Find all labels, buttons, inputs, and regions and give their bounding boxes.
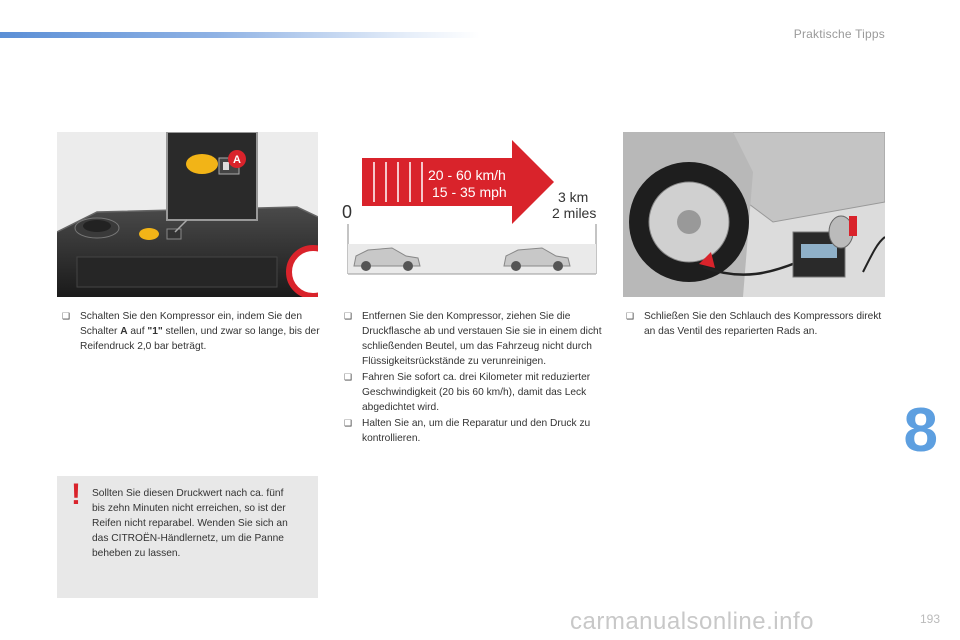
compressor-switch-illustration (57, 132, 318, 297)
distance-miles-label: 2 miles (552, 205, 597, 221)
warning-box (57, 476, 318, 598)
warning-icon: ! (71, 478, 81, 511)
watermark: carmanualsonline.info (570, 608, 814, 635)
step-column-2 (344, 309, 604, 447)
list-item (62, 309, 322, 354)
warning-text: Sollten Sie diesen Druckwert nach ca. fünf bis zehn Minuten nicht erreichen, so ist der Reifen nicht reparabel. Wenden Sie sich an das CITROËN-Händlernetz, um die Panne beheben zu lassen. (92, 488, 288, 559)
checkbox-bullet-icon: ❑ (344, 311, 353, 321)
list-item (626, 309, 886, 339)
chapter-number: 8 (903, 396, 938, 465)
checkbox-bullet-icon: ❑ (344, 372, 353, 382)
list-item (344, 416, 604, 446)
checkbox-bullet-icon: ❑ (62, 311, 71, 321)
step-text: Schließen Sie den Schlauch des Kompressors direkt an das Ventil des reparierten Rads an. (644, 311, 882, 337)
step-text: stellen, und zwar so lange, bis der Reifendruck 2,0 bar beträgt. (80, 326, 320, 352)
switch-label: A (120, 326, 128, 337)
section-title: Praktische Tipps (793, 27, 885, 41)
step-text: auf (127, 326, 148, 337)
step-text: Halten Sie an, um die Reparatur und den Druck zu kontrollieren. (362, 418, 591, 444)
list-item (344, 370, 604, 415)
page-number: 193 (919, 612, 940, 626)
callout-a-label: A (233, 154, 241, 166)
speed-mph-label: 15 - 35 mph (432, 184, 507, 200)
speed-kmh-label: 20 - 60 km/h (428, 167, 506, 183)
step-text: Entfernen Sie den Kompressor, ziehen Sie die Druckflasche ab und verstauen Sie sie in einem dicht schließenden Beutel, um das Fahrzeug nicht durch Flüssigkeitsrückstände zu verunreinigen. (362, 311, 602, 367)
list-item (344, 309, 604, 369)
step-column-3 (626, 309, 886, 340)
hose-valve-illustration (623, 132, 885, 297)
checkbox-bullet-icon: ❑ (344, 418, 353, 428)
step-text: Fahren Sie sofort ca. drei Kilometer mit reduzierter Geschwindigkeit (20 bis 60 km/h), damit das Leck abgedichtet wird. (362, 372, 591, 413)
checkbox-bullet-icon: ❑ (626, 311, 635, 321)
speed-distance-illustration (340, 132, 602, 297)
header-accent-bar (0, 32, 480, 38)
start-label: 0 (342, 202, 353, 222)
step-column-1 (62, 309, 322, 355)
compressor-switch-figure (57, 132, 318, 297)
distance-km-label: 3 km (558, 189, 589, 205)
switch-position: "1" (147, 326, 163, 337)
step-text: Schalten Sie den Kompressor ein, indem Sie den Schalter (80, 311, 302, 337)
speed-distance-figure (340, 132, 602, 297)
hose-valve-figure (623, 132, 885, 297)
